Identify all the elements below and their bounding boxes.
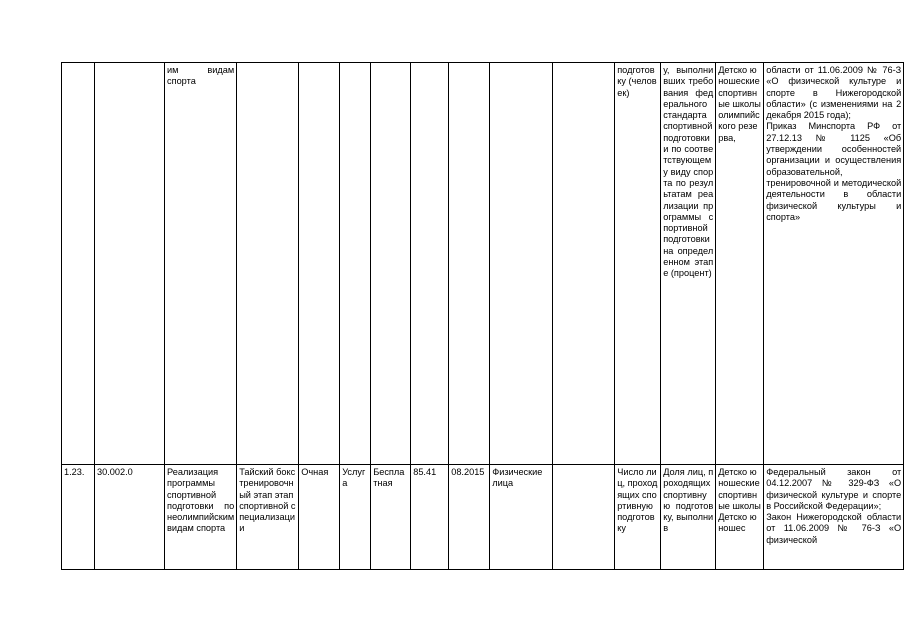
cell-type: [340, 63, 371, 465]
cell-payment: [371, 63, 411, 465]
cell-form: Очная: [299, 465, 340, 570]
cell-volume-indicator: Число лиц, проходящих спортивную подготовку: [615, 465, 661, 570]
cell-quality-indicator: Доля лиц, проходящих спортивную подготовку, выполнив: [661, 465, 716, 570]
cell-consumers: [490, 63, 553, 465]
cell-institutions: Детско юношеские спортивные школы Детско юношес: [716, 465, 764, 570]
cell-number: 1.23.: [62, 465, 95, 570]
regulation-table: [61, 62, 904, 570]
cell-content: Тайский бокс тренировочный этап этап спортивной специализации: [237, 465, 299, 570]
cell-empty: [553, 63, 615, 465]
cell-volume-indicator: подготовку (человек): [615, 63, 661, 465]
cell-legal-basis: области от 11.06.2009 № 76-З «О физической культуре и спорте в Нижегородской области» (с изменениями на 2 декабря 2015 года); Приказ Минспорта РФ от 27.12.13 № 1125 «Об утверждении особенностей организации и осуществления образовательной, тренировочной и методической деятельности в области физической культуры и спорта»: [764, 63, 904, 465]
cell-quality-indicator: у, выполнивших требования федерального стандарта спортивной подготовки и по соответствующему виду спорта по результатам реализации программы спортивной подготовки на определенном этапе (процент): [661, 63, 716, 465]
cell-okved: 85.41: [411, 465, 449, 570]
cell-code: [95, 63, 165, 465]
table-row: [62, 63, 904, 465]
cell-type: Услуга: [340, 465, 371, 570]
table-row: [62, 465, 904, 570]
cell-okved: [411, 63, 449, 465]
cell-form: [299, 63, 340, 465]
cell-number: [62, 63, 95, 465]
cell-institutions: Детско юношеские спортивные школы олимпийского резерва,: [716, 63, 764, 465]
cell-empty: [553, 465, 615, 570]
cell-service-name: им видам спорта: [165, 63, 237, 465]
cell-content: [237, 63, 299, 465]
cell-payment: Бесплатная: [371, 465, 411, 570]
cell-date: [449, 63, 490, 465]
cell-service-name: Реализация программы спортивной подготовки по неолимпийским видам спорта: [165, 465, 237, 570]
cell-consumers: Физические лица: [490, 465, 553, 570]
cell-code: 30.002.0: [95, 465, 165, 570]
cell-date: 08.2015: [449, 465, 490, 570]
cell-legal-basis: Федеральный закон от 04.12.2007 № 329-ФЗ «О физической культуре и спорте в Российской Федерации»; Закон Нижегородской области от 11.06.2009 № 76-З «О физической: [764, 465, 904, 570]
